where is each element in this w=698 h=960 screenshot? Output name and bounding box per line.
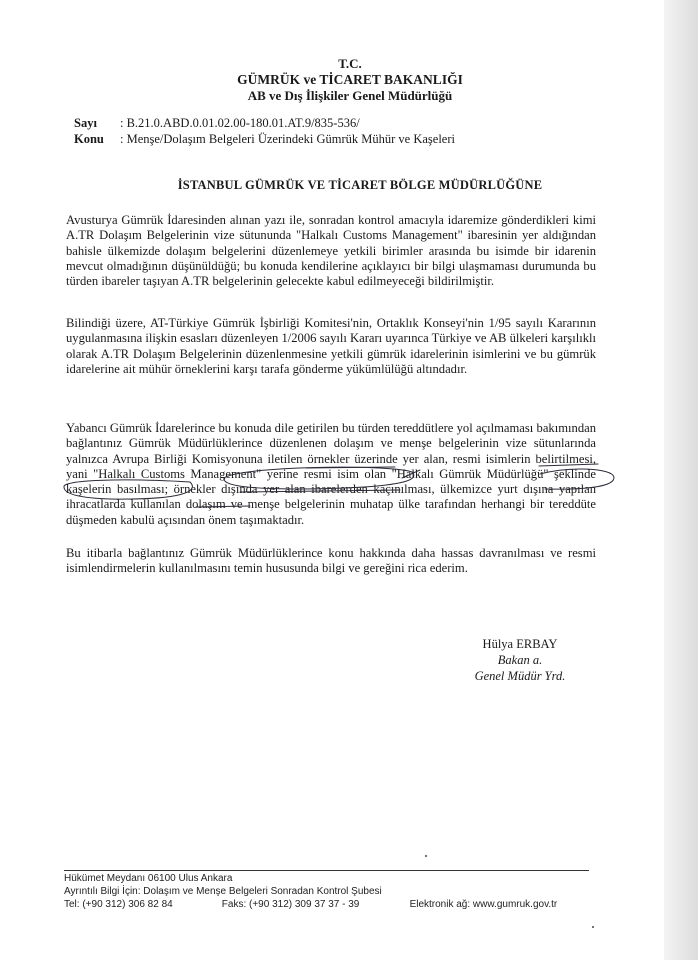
- signatory-title: Genel Müdür Yrd.: [474, 669, 566, 683]
- sayi-label: Sayı: [74, 116, 97, 130]
- footer-contacts: [64, 898, 557, 911]
- addressee: İSTANBUL GÜMRÜK VE TİCARET BÖLGE MÜDÜRLÜĞÜNE: [177, 178, 543, 192]
- konu-label: Konu: [74, 132, 104, 146]
- footer: [64, 872, 557, 911]
- paragraph-3: Yabancı Gümrük İdarelerince bu konuda dile getirilen bu türden tereddütlere yol açılmaması bakımından bağlantınız Gümrük Müdürlüklerince düzenlenen dolaşım ve menşe belgelerinin vize sütunlarında yalnızca Avrupa Birliği Komisyonuna iletilen örnekler üzerinde yer alan, resmi isimlerin belirtilmesi, yani "Halkalı Customs Management" yerine resmi isim olan "Halkalı Gümrük Müdürlüğü" şeklinde kaşelerin basılması; örnekler dışında yer alan ibarelerden kaçınılması, ülkemizce yurt dışına yapılan ihracatlarda kullanılan dolaşım ve menşe belgelerinin muhatap ülke tarafından herhangi bir tereddüte düşmeden kabulü açısından önem taşımaktadır.: [66, 421, 596, 527]
- footer-phone: Tel: (+90 312) 306 82 84: [64, 899, 173, 910]
- konu-value: : Menşe/Dolaşım Belgeleri Üzerindeki Gümrük Mühür ve Kaşeleri: [120, 132, 455, 146]
- reference-block: [74, 115, 455, 147]
- sayi-value: : B.21.0.ABD.0.01.02.00-180.01.AT.9/835-536/: [120, 116, 360, 130]
- signatory-authority: Bakan a.: [497, 653, 543, 667]
- signatory-name: Hülya ERBAY: [482, 637, 558, 651]
- paragraph-1: Avusturya Gümrük İdaresinden alınan yazı ile, sonradan kontrol amacıyla idaremize gönderdikleri kimi A.TR Dolaşım Belgelerinin vize sütununda "Halkalı Customs Management" ibaresinin yer aldığından bahisle ülkemizde dolaşım belgelerini düzenlemeye yetkili birimler arasında bu isimde bir idarenin mevcut olmadığının düşünüldüğü; bu konuda kendilerine açıklayıcı bir bilgi ulaşmaması durumunda bu türden ibareler taşıyan A.TR belgelerinin gelecekte kabul edilmeyeceği bildirilmiştir.: [66, 213, 596, 289]
- sayi-row: [74, 115, 455, 131]
- footer-address: Hükümet Meydanı 06100 Ulus Ankara: [64, 873, 233, 884]
- footer-fax: Faks: (+90 312) 309 37 37 - 39: [221, 899, 360, 910]
- footer-divider: [64, 870, 589, 871]
- ink-speck: [425, 855, 427, 857]
- ink-speck: [592, 926, 594, 928]
- paragraph-2: Bilindiği üzere, AT-Türkiye Gümrük İşbirliği Komitesi'nin, Ortaklık Konseyi'nin 1/95 sayılı Kararının uygulanmasına ilişkin esasları düzenleyen 1/2006 sayılı Kararı uyarınca Türkiye ve AB ülkeleri karşılıklı olarak A.TR Dolaşım Belgelerinin düzenlenmesine yetkili gümrük idarelerinin isimlerini ve bu gümrük idarelerine ait mühür örneklerini karşı tarafa gönderme yükümlülüğü altındadır.: [66, 316, 596, 376]
- signature-block: [445, 636, 595, 684]
- letterhead: [150, 56, 550, 104]
- letterhead-directorate: AB ve Dış İlişkiler Genel Müdürlüğü: [247, 88, 453, 103]
- konu-row: [74, 131, 455, 147]
- letterhead-ministry: GÜMRÜK ve TİCARET BAKANLIĞI: [237, 72, 463, 87]
- paragraph-4: Bu itibarla bağlantınız Gümrük Müdürlüklerince konu hakkında daha hassas davranılması ve resmi isimlendirmelerin kullanılmasını temin hususunda bilgi ve gereğini rica ederim.: [66, 546, 596, 576]
- footer-info: Ayrıntılı Bilgi İçin: Dolaşım ve Menşe Belgeleri Sonradan Kontrol Şubesi: [64, 886, 382, 897]
- scan-edge-shadow: [664, 0, 698, 960]
- letterhead-tc: T.C.: [338, 56, 362, 71]
- footer-web: Elektronik ağ: www.gumruk.gov.tr: [409, 899, 558, 910]
